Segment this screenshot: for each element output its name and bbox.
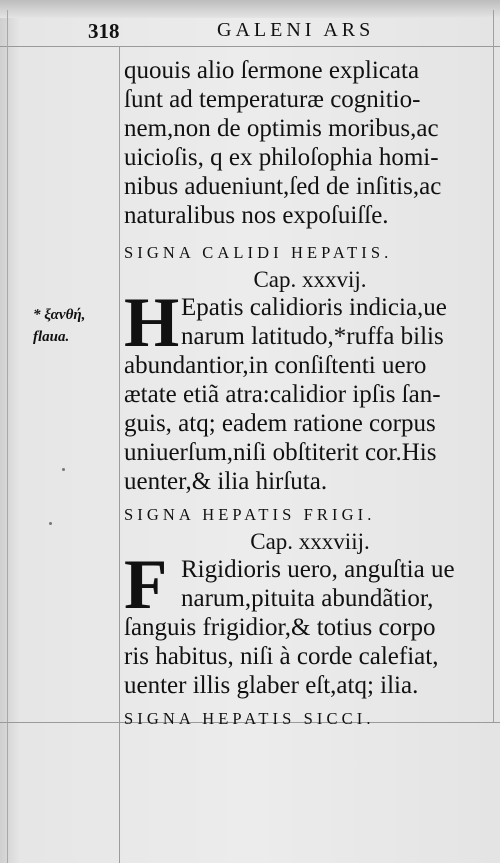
paper-speck [62, 468, 65, 471]
section-title: SIGNA CALIDI HEPATIS. [124, 243, 393, 262]
text-line: ſunt ad temperaturæ cognitio- [124, 86, 421, 113]
text-line: abundantior,in conſiſtenti uero [124, 352, 427, 379]
text-line: Rigidioris uero, anguſtia ue [181, 556, 455, 583]
text-line: narum,pituita abundãtior, [181, 585, 434, 612]
intro-paragraph [124, 56, 496, 230]
text-line: ris habitus, niſi à corde calefiat, [124, 643, 439, 670]
chapter-heading: Cap. xxxviij. [250, 529, 370, 554]
text-line: guis, atq; eadem ratione corpus [124, 410, 436, 437]
marginal-note [33, 304, 85, 348]
top-shadow [0, 0, 500, 18]
page-number: 318 [88, 19, 120, 43]
text-line: quouis alio ſermone explicata [124, 57, 420, 84]
text-line: uenter,& ilia hirſuta. [124, 468, 328, 495]
marginal-note-greek: * ξανθή, [33, 307, 86, 323]
paragraph [124, 546, 496, 700]
text-line: nibus adueniunt,ſed de inſitis,ac [124, 173, 442, 200]
text-line: ſanguis frigidior,& totius corpo [124, 614, 436, 641]
text-line: ætate etiã atra:calidior ipſis ſan- [124, 381, 441, 408]
chapter-heading: Cap. xxxvij. [253, 267, 367, 292]
section-title: SIGNA HEPATIS FRIGI. [124, 505, 376, 524]
header-rule [0, 46, 500, 47]
paragraph [124, 284, 496, 496]
running-head: GALENI ARS [217, 19, 375, 41]
text-line: nem,non de optimis moribus,ac [124, 115, 439, 142]
initial-capital: H [124, 284, 180, 362]
text-line: uenter illis glaber eſt,atq; ilia. [124, 672, 419, 699]
main-text [124, 56, 496, 733]
text-line: Epatis calidioris indicia,ue [181, 294, 447, 321]
text-line: uicioſis, q ex philoſophia homi- [124, 144, 439, 171]
text-column-rule [119, 46, 120, 863]
marginal-note-latin: flaua. [33, 329, 70, 345]
paper-speck [49, 522, 52, 525]
text-line: naturalibus nos expoſuiſſe. [124, 202, 389, 229]
section-title: SIGNA HEPATIS SICCI. [124, 709, 375, 728]
left-guide-line [7, 10, 8, 863]
initial-capital: F [124, 546, 168, 624]
text-line: uniuerſum,niſi obſtiterit cor.His [124, 439, 437, 466]
text-line: narum latitudo,*ruffa bilis [181, 323, 444, 350]
